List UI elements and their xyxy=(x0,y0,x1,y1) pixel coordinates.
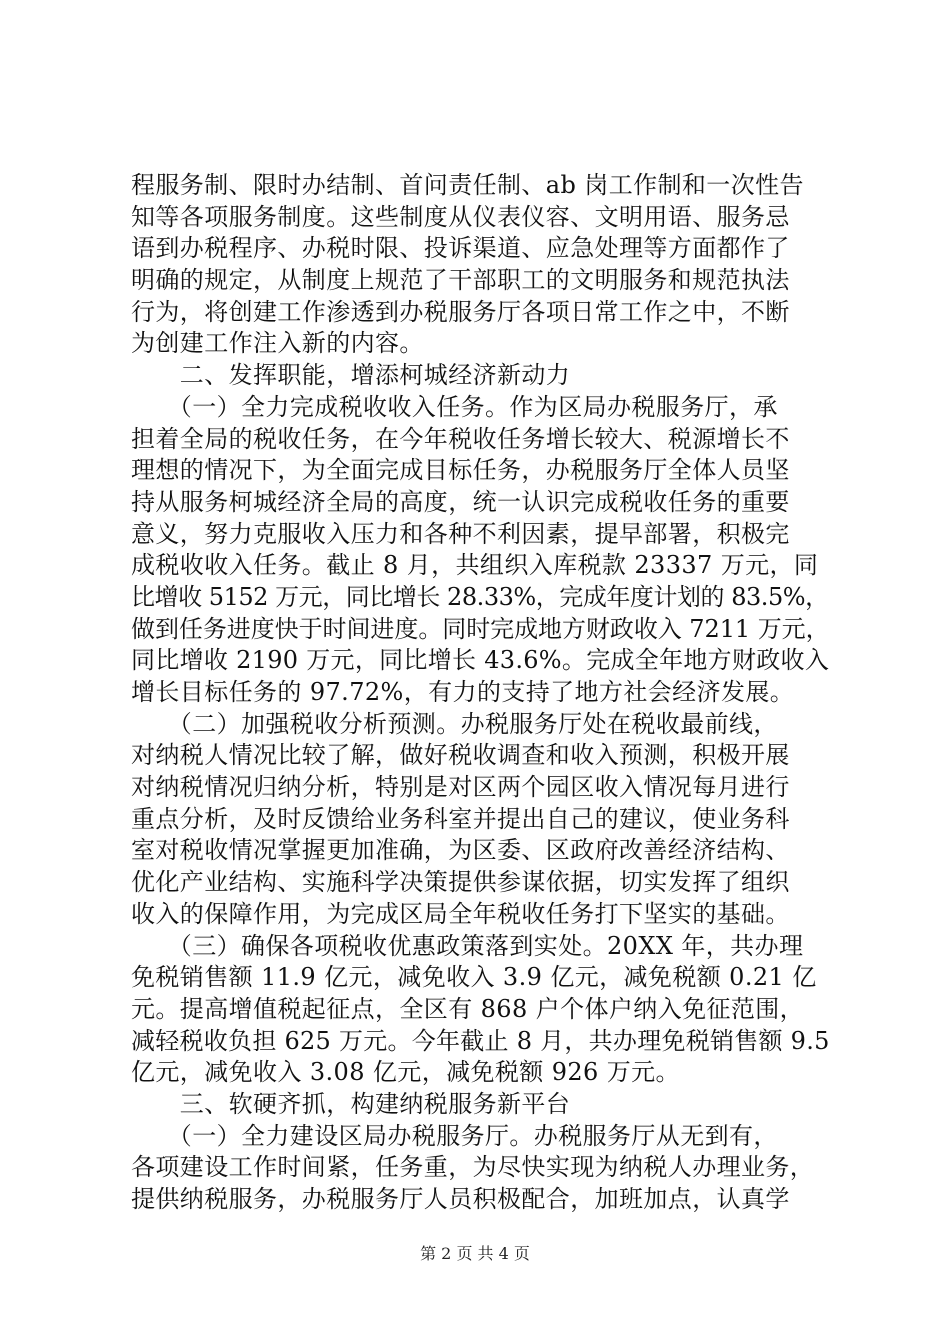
text-line: 知等各项服务制度。这些制度从仪表仪容、文明用语、服务忌 xyxy=(131,202,790,231)
section-heading: 三、软硬齐抓，构建纳税服务新平台 xyxy=(131,1089,571,1118)
text-line: （一）全力建设区局办税服务厅。办税服务厅从无到有， xyxy=(131,1121,778,1150)
text-line: 重点分析，及时反馈给业务科室并提出自己的建议，使业务科 xyxy=(131,804,790,833)
text-line: 元。提高增值税起征点，全区有 868 户个体户纳入免征范围， xyxy=(131,994,805,1023)
text-line: （三）确保各项税收优惠政策落到实处。20XX 年，共办理 xyxy=(131,931,804,960)
text-line: 为创建工作注入新的内容。 xyxy=(131,329,424,358)
text-line: 成税收收入任务。截止 8 月，共组织入库税款 23337 万元，同 xyxy=(131,551,819,580)
text-line: 理想的情况下，为全面完成目标任务，办税服务厅全体人员坚 xyxy=(131,456,790,485)
page-footer: 第 2 页 共 4 页 xyxy=(420,1244,530,1263)
text-line: 比增收 5152 万元，同比增长 28.33%，完成年度计划的 83.5%， xyxy=(131,582,829,611)
text-line: 担着全局的税收任务，在今年税收任务增长较大、税源增长不 xyxy=(131,424,790,453)
text-line: 各项建设工作时间紧，任务重，为尽快实现为纳税人办理业务， xyxy=(131,1153,815,1182)
text-line: 行为，将创建工作渗透到办税服务厅各项日常工作之中，不断 xyxy=(131,297,790,326)
text-line: 免税销售额 11.9 亿元，减免收入 3.9 亿元，减免税额 0.21 亿 xyxy=(131,963,817,992)
text-line: 语到办税程序、办税时限、投诉渠道、应急处理等方面都作了 xyxy=(131,234,790,263)
document-body xyxy=(131,170,831,1216)
text-line: 亿元，减免收入 3.08 亿元，减免税额 926 万元。 xyxy=(131,1058,680,1087)
text-line: 对纳税情况归纳分析，特别是对区两个园区收入情况每月进行 xyxy=(131,773,790,802)
text-line: 意义，努力克服收入压力和各种不利因素，提早部署，积极完 xyxy=(131,519,790,548)
text-line: 收入的保障作用，为完成区局全年税收任务打下坚实的基础。 xyxy=(131,899,790,928)
text-line: 做到任务进度快于时间进度。同时完成地方财政收入 7211 万元， xyxy=(131,614,830,643)
text-line: 持从服务柯城经济全局的高度，统一认识完成税收任务的重要 xyxy=(131,487,790,516)
text-line: 程服务制、限时办结制、首问责任制、ab 岗工作制和一次性告 xyxy=(131,171,804,199)
text-line: 增长目标任务的 97.72%，有力的支持了地方社会经济发展。 xyxy=(131,678,795,706)
text-line: （一）全力完成税收收入任务。作为区局办税服务厅，承 xyxy=(131,392,778,421)
text-line: 优化产业结构、实施科学决策提供参谋依据，切实发挥了组织 xyxy=(131,868,790,897)
section-heading: 二、发挥职能，增添柯城经济新动力 xyxy=(131,361,571,390)
text-line: 提供纳税服务，办税服务厅人员积极配合，加班加点，认真学 xyxy=(131,1185,790,1213)
text-line: 同比增收 2190 万元，同比增长 43.6%。完成全年地方财政收入 xyxy=(131,646,830,675)
text-line: 减轻税收负担 625 万元。今年截止 8 月，共办理免税销售额 9.5 xyxy=(131,1026,830,1055)
text-line: 室对税收情况掌握更加准确，为区委、区政府改善经济结构、 xyxy=(131,836,790,865)
text-line: （二）加强税收分析预测。办税服务厅处在税收最前线， xyxy=(131,709,778,738)
text-line: 明确的规定，从制度上规范了干部职工的文明服务和规范执法 xyxy=(131,266,790,295)
text-line: 对纳税人情况比较了解，做好税收调查和收入预测，积极开展 xyxy=(131,741,790,770)
